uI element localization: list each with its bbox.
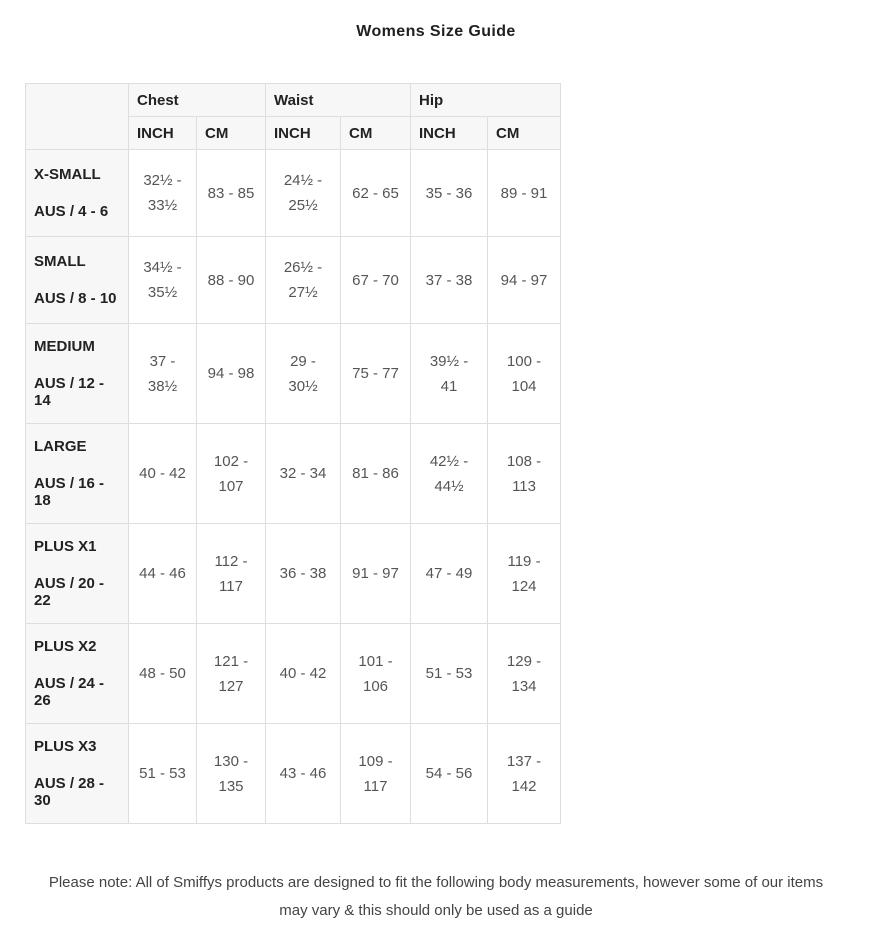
size-name: PLUS X2 (34, 638, 97, 655)
corner-cell (26, 84, 129, 150)
waist-cm-value: 81 - 86 (341, 424, 411, 524)
chest-inch-value: 40 - 42 (129, 424, 197, 524)
column-group-chest: Chest (129, 84, 266, 117)
waist-cm-value: 67 - 70 (341, 237, 411, 324)
size-cell (26, 724, 129, 824)
chest-inch-value: 32½ - 33½ (129, 150, 197, 237)
size-aus-range: AUS / 8 - 10 (34, 290, 117, 307)
chest-inch-value: 34½ - 35½ (129, 237, 197, 324)
size-cell (26, 150, 129, 237)
waist-cm-value: 75 - 77 (341, 324, 411, 424)
hip-inch-value: 35 - 36 (411, 150, 488, 237)
chest-cm-value: 121 - 127 (197, 624, 266, 724)
unit-header-chest-inch: INCH (129, 117, 197, 150)
hip-cm-value: 119 - 124 (488, 524, 561, 624)
waist-inch-value: 40 - 42 (266, 624, 341, 724)
waist-cm-value: 109 - 117 (341, 724, 411, 824)
table-row-large (26, 424, 561, 524)
waist-cm-value: 101 - 106 (341, 624, 411, 724)
size-cell (26, 624, 129, 724)
page-title: Womens Size Guide (356, 23, 516, 40)
hip-cm-value: 108 - 113 (488, 424, 561, 524)
unit-header-waist-inch: INCH (266, 117, 341, 150)
unit-header-chest-cm: CM (197, 117, 266, 150)
chest-inch-value: 37 - 38½ (129, 324, 197, 424)
waist-cm-value: 91 - 97 (341, 524, 411, 624)
unit-header-waist-cm: CM (341, 117, 411, 150)
hip-cm-value: 94 - 97 (488, 237, 561, 324)
chest-inch-value: 51 - 53 (129, 724, 197, 824)
size-name: X-SMALL (34, 166, 101, 183)
group-header-row (26, 84, 561, 117)
chest-inch-value: 44 - 46 (129, 524, 197, 624)
table-row-plus-x1 (26, 524, 561, 624)
size-name: MEDIUM (34, 338, 95, 355)
hip-inch-value: 51 - 53 (411, 624, 488, 724)
waist-inch-value: 29 - 30½ (266, 324, 341, 424)
size-name: PLUS X3 (34, 738, 97, 755)
hip-inch-value: 42½ - 44½ (411, 424, 488, 524)
chest-cm-value: 102 - 107 (197, 424, 266, 524)
hip-inch-value: 39½ - 41 (411, 324, 488, 424)
hip-cm-value: 137 - 142 (488, 724, 561, 824)
chest-cm-value: 130 - 135 (197, 724, 266, 824)
table-row-plus-x3 (26, 724, 561, 824)
size-cell (26, 424, 129, 524)
disclaimer-note-line-1: Please note: All of Smiffys products are designed to fit the following body measurements, however some of our items (48, 874, 824, 891)
size-cell (26, 524, 129, 624)
size-aus-range: AUS / 12 - 14 (34, 375, 105, 409)
disclaimer-note-line-2: may vary & this should only be used as a guide (279, 902, 593, 919)
hip-cm-value: 100 - 104 (488, 324, 561, 424)
size-aus-range: AUS / 28 - 30 (34, 775, 105, 809)
hip-cm-value: 89 - 91 (488, 150, 561, 237)
table-row-x-small (26, 150, 561, 237)
waist-inch-value: 24½ - 25½ (266, 150, 341, 237)
size-aus-range: AUS / 24 - 26 (34, 675, 105, 709)
size-aus-range: AUS / 20 - 22 (34, 575, 105, 609)
waist-cm-value: 62 - 65 (341, 150, 411, 237)
size-aus-range: AUS / 4 - 6 (34, 203, 109, 220)
unit-header-hip-inch: INCH (411, 117, 488, 150)
hip-inch-value: 47 - 49 (411, 524, 488, 624)
hip-cm-value: 129 - 134 (488, 624, 561, 724)
hip-inch-value: 54 - 56 (411, 724, 488, 824)
waist-inch-value: 26½ - 27½ (266, 237, 341, 324)
disclaimer-note (0, 869, 872, 925)
size-name: PLUS X1 (34, 538, 97, 555)
hip-inch-value: 37 - 38 (411, 237, 488, 324)
size-cell (26, 237, 129, 324)
chest-cm-value: 112 - 117 (197, 524, 266, 624)
unit-header-hip-cm: CM (488, 117, 561, 150)
size-name: LARGE (34, 438, 87, 455)
column-group-hip: Hip (411, 84, 561, 117)
size-aus-range: AUS / 16 - 18 (34, 475, 105, 509)
chest-inch-value: 48 - 50 (129, 624, 197, 724)
chest-cm-value: 94 - 98 (197, 324, 266, 424)
table-row-small (26, 237, 561, 324)
chest-cm-value: 83 - 85 (197, 150, 266, 237)
chest-cm-value: 88 - 90 (197, 237, 266, 324)
column-group-waist: Waist (266, 84, 411, 117)
table-row-plus-x2 (26, 624, 561, 724)
waist-inch-value: 36 - 38 (266, 524, 341, 624)
size-name: SMALL (34, 253, 86, 270)
table-row-medium (26, 324, 561, 424)
waist-inch-value: 32 - 34 (266, 424, 341, 524)
size-cell (26, 324, 129, 424)
waist-inch-value: 43 - 46 (266, 724, 341, 824)
size-guide-table (25, 83, 561, 824)
